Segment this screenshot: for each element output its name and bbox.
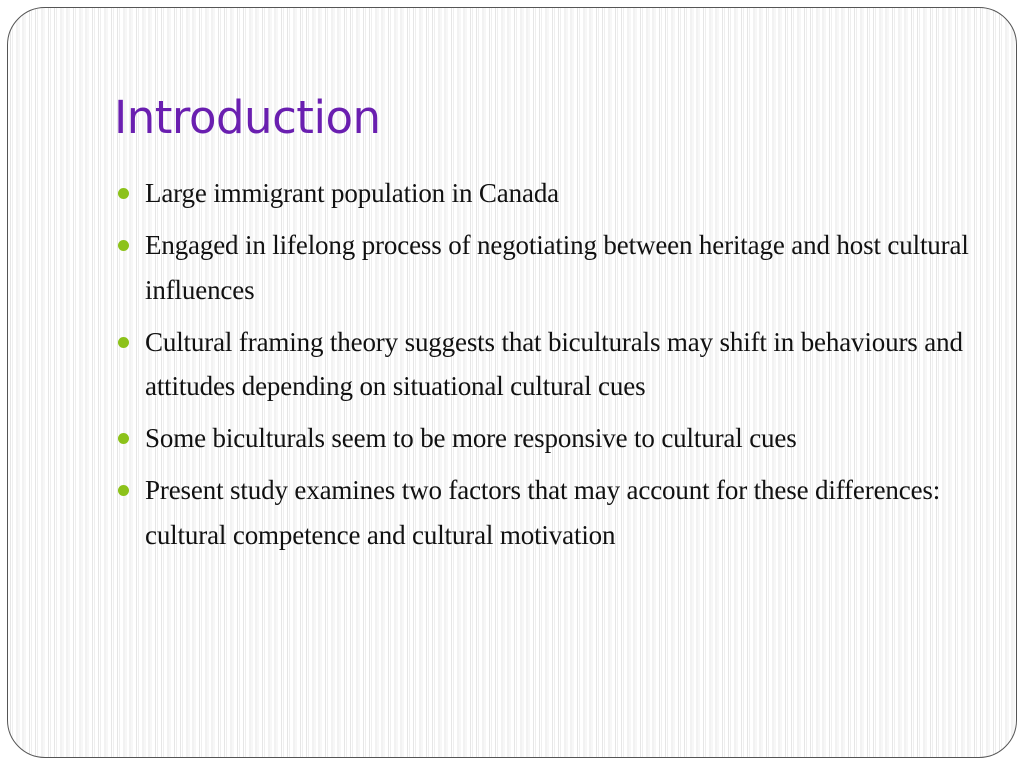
bullet-dot-icon (118, 337, 129, 348)
bullet-dot-icon (118, 240, 129, 251)
bullet-dot-icon (118, 485, 129, 496)
bullet-text: Some biculturals seem to be more responsive to cultural cues (145, 423, 797, 453)
bullet-text: Present study examines two factors that may account for these differences: cultural competence and cultural motivation (145, 475, 941, 550)
bullet-list (114, 171, 974, 565)
bullet-item (114, 223, 974, 312)
bullet-item (114, 171, 974, 216)
bullet-item (114, 320, 974, 409)
slide-frame (7, 7, 1017, 758)
bullet-dot-icon (118, 433, 129, 444)
bullet-text: Large immigrant population in Canada (145, 178, 559, 208)
bullet-item (114, 416, 974, 461)
bullet-text: Cultural framing theory suggests that biculturals may shift in behaviours and attitudes depending on situational cultural cues (145, 326, 963, 401)
slide-title: Introduction (114, 91, 381, 144)
bullet-text: Engaged in lifelong process of negotiating between heritage and host cultural influences (145, 230, 969, 305)
bullet-item (114, 468, 974, 557)
bullet-dot-icon (118, 188, 129, 199)
